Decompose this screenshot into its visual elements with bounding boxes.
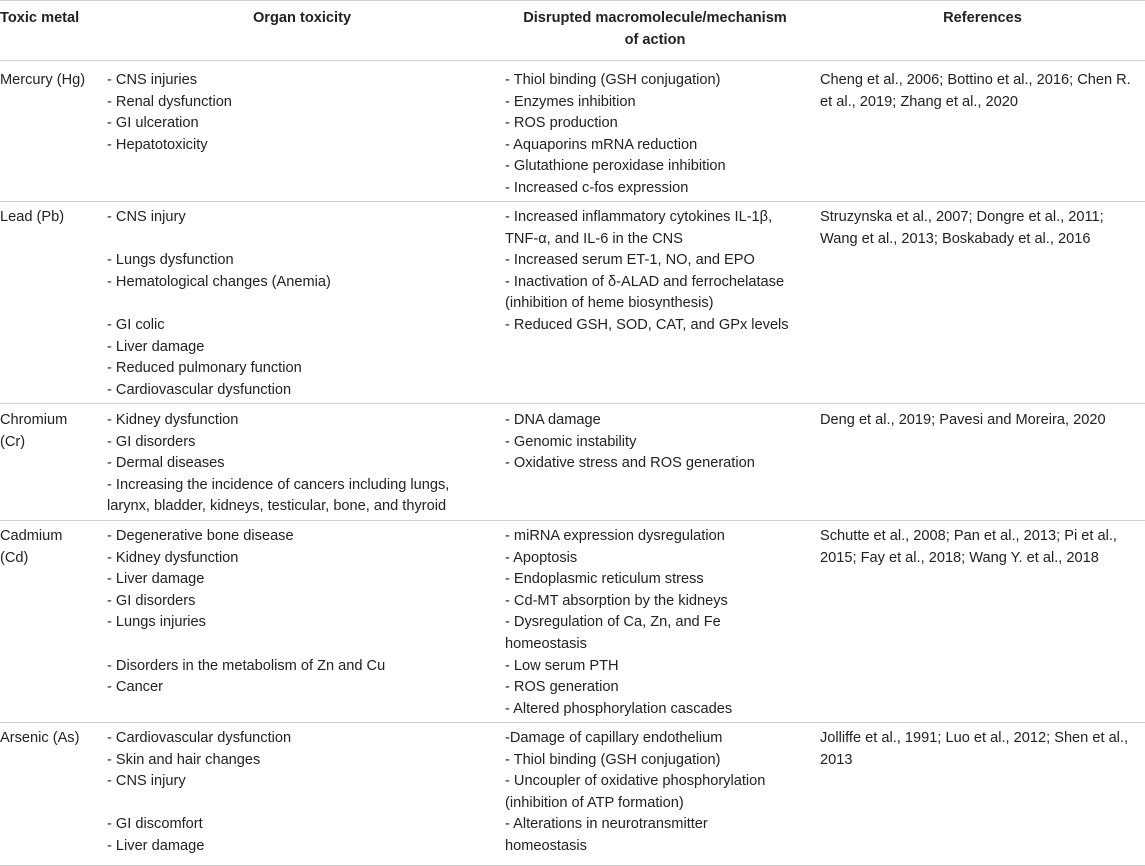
- mechanism-cell: [505, 70, 805, 200]
- cell-text-line: - Aquaporins mRNA reduction: [505, 136, 698, 153]
- cell-text-line: Mercury (Hg): [0, 72, 86, 88]
- organ-toxicity-cell: [107, 207, 497, 401]
- references-cell: [820, 207, 1145, 250]
- cell-text-line: Cheng et al., 2006; Bottino et al., 2016; Chen R.: [820, 72, 1131, 88]
- cell-text-line: - Oxidative stress and ROS generation: [505, 455, 755, 472]
- row-separator: [0, 201, 1145, 202]
- cell-text-line: (inhibition of ATP formation): [505, 794, 684, 811]
- cell-text-line: - Increased serum ET-1, NO, and EPO: [505, 252, 755, 269]
- cell-text-line: - Uncoupler of oxidative phosphorylation: [505, 773, 766, 790]
- cell-text-line: - Dysregulation of Ca, Zn, and Fe: [505, 614, 721, 631]
- cell-text-line: - GI ulceration: [107, 115, 199, 132]
- cell-text-line: 2015; Fay et al., 2018; Wang Y. et al., 2018: [820, 549, 1099, 566]
- cell-text-line: - Genomic instability: [505, 433, 637, 450]
- cell-text-line: Deng et al., 2019; Pavesi and Moreira, 2020: [820, 412, 1106, 428]
- cell-text-line: Struzynska et al., 2007; Dongre et al., 2011;: [820, 209, 1104, 225]
- cell-text-line: - Skin and hair changes: [107, 751, 261, 768]
- organ-toxicity-cell: [107, 410, 497, 518]
- cell-text-line: Jolliffe et al., 1991; Luo et al., 2012; Shen et al.,: [820, 730, 1129, 746]
- cell-text-line: -Damage of capillary endothelium: [505, 730, 723, 746]
- cell-text-line: - Reduced GSH, SOD, CAT, and GPx levels: [505, 316, 789, 333]
- cell-text-line: TNF-α, and IL-6 in the CNS: [505, 230, 683, 247]
- blank-line: [107, 793, 497, 815]
- toxic-metal-cell: [0, 410, 100, 453]
- cell-text-line: - Lungs dysfunction: [107, 252, 234, 269]
- header-mechanism-line: Disrupted macromolecule/mechanism: [523, 10, 787, 26]
- toxic-metal-cell: [0, 70, 100, 92]
- cell-text-line: - Thiol binding (GSH conjugation): [505, 751, 721, 768]
- mechanism-cell: [505, 526, 805, 720]
- row-separator: [0, 403, 1145, 404]
- header-rule: [0, 60, 1145, 61]
- cell-text-line: larynx, bladder, kidneys, testicular, bone, and thyroid: [107, 498, 447, 515]
- cell-text-line: - Cd-MT absorption by the kidneys: [505, 592, 728, 609]
- cell-text-line: - GI colic: [107, 316, 165, 333]
- cell-text-line: (Cr): [0, 433, 26, 450]
- row-separator: [0, 520, 1145, 521]
- cell-text-line: - Renal dysfunction: [107, 93, 232, 110]
- cell-text-line: - Reduced pulmonary function: [107, 360, 302, 377]
- cell-text-line: - Cancer: [107, 679, 163, 696]
- cell-text-line: Lead (Pb): [0, 209, 65, 225]
- header-mechanism: [505, 8, 805, 51]
- cell-text-line: Arsenic (As): [0, 730, 80, 746]
- cell-text-line: - Thiol binding (GSH conjugation): [505, 72, 721, 88]
- cell-text-line: - Kidney dysfunction: [107, 412, 239, 428]
- cell-text-line: Cadmium: [0, 528, 63, 544]
- header-organ-toxicity: Organ toxicity: [252, 10, 352, 26]
- cell-text-line: - Liver damage: [107, 571, 205, 588]
- cell-text-line: Schutte et al., 2008; Pan et al., 2013; Pi et al.,: [820, 528, 1117, 544]
- cell-text-line: - GI disorders: [107, 433, 196, 450]
- cell-text-line: - ROS production: [505, 115, 618, 132]
- header-toxic-metal: Toxic metal: [0, 10, 80, 26]
- cell-text-line: et al., 2019; Zhang et al., 2020: [820, 93, 1018, 110]
- cell-text-line: 2013: [820, 751, 853, 768]
- cell-text-line: - Increasing the incidence of cancers including lungs,: [107, 476, 450, 493]
- cell-text-line: - CNS injury: [107, 209, 186, 225]
- cell-text-line: - Enzymes inhibition: [505, 93, 636, 110]
- cell-text-line: - Lungs injuries: [107, 614, 206, 631]
- organ-toxicity-cell: [107, 728, 497, 858]
- cell-text-line: - Altered phosphorylation cascades: [505, 700, 733, 717]
- references-cell: [820, 728, 1145, 771]
- blank-line: [107, 293, 497, 315]
- header-references: References: [943, 10, 1022, 26]
- cell-text-line: - CNS injury: [107, 773, 186, 790]
- cell-text-line: - Disorders in the metabolism of Zn and Cu: [107, 657, 386, 674]
- row-separator: [0, 722, 1145, 723]
- cell-text-line: - Liver damage: [107, 338, 205, 355]
- organ-toxicity-cell: [107, 526, 497, 699]
- cell-text-line: - Hematological changes (Anemia): [107, 273, 331, 290]
- mechanism-cell: [505, 728, 805, 858]
- toxic-metal-cell: [0, 526, 100, 569]
- references-cell: [820, 410, 1145, 432]
- cell-text-line: homeostasis: [505, 837, 587, 854]
- organ-toxicity-cell: [107, 70, 497, 156]
- cell-text-line: - miRNA expression dysregulation: [505, 528, 725, 544]
- cell-text-line: homeostasis: [505, 635, 587, 652]
- cell-text-line: - Low serum PTH: [505, 657, 619, 674]
- cell-text-line: (Cd): [0, 549, 29, 566]
- cell-text-line: - Alterations in neurotransmitter: [505, 816, 708, 833]
- references-cell: [820, 70, 1145, 113]
- cell-text-line: - Increased c-fos expression: [505, 179, 689, 196]
- cell-text-line: - Dermal diseases: [107, 455, 225, 472]
- cell-text-line: - Degenerative bone disease: [107, 528, 294, 544]
- header-mechanism-line: of action: [624, 31, 686, 48]
- toxic-metal-cell: [0, 207, 100, 229]
- cell-text-line: Wang et al., 2013; Boskabady et al., 2016: [820, 230, 1091, 247]
- cell-text-line: - Glutathione peroxidase inhibition: [505, 158, 726, 175]
- cell-text-line: (inhibition of heme biosynthesis): [505, 295, 714, 312]
- cell-text-line: - GI disorders: [107, 592, 196, 609]
- mechanism-cell: [505, 207, 805, 337]
- toxic-metal-cell: [0, 728, 100, 750]
- cell-text-line: - Cardiovascular dysfunction: [107, 730, 292, 746]
- mechanism-cell: [505, 410, 805, 475]
- cell-text-line: - Endoplasmic reticulum stress: [505, 571, 704, 588]
- cell-text-line: Chromium: [0, 412, 68, 428]
- cell-text-line: - ROS generation: [505, 679, 619, 696]
- cell-text-line: - Liver damage: [107, 837, 205, 854]
- cell-text-line: - Kidney dysfunction: [107, 549, 239, 566]
- cell-text-line: - DNA damage: [505, 412, 601, 428]
- cell-text-line: - Apoptosis: [505, 549, 578, 566]
- references-cell: [820, 526, 1145, 569]
- cell-text-line: - Cardiovascular dysfunction: [107, 381, 292, 398]
- blank-line: [107, 634, 497, 656]
- cell-text-line: - Inactivation of δ-ALAD and ferrochelatase: [505, 273, 785, 290]
- cell-text-line: - CNS injuries: [107, 72, 198, 88]
- cell-text-line: - GI discomfort: [107, 816, 203, 833]
- cell-text-line: - Increased inflammatory cytokines IL-1β,: [505, 209, 773, 225]
- table-top-rule: [0, 0, 1145, 1]
- blank-line: [107, 229, 497, 251]
- cell-text-line: - Hepatotoxicity: [107, 136, 208, 153]
